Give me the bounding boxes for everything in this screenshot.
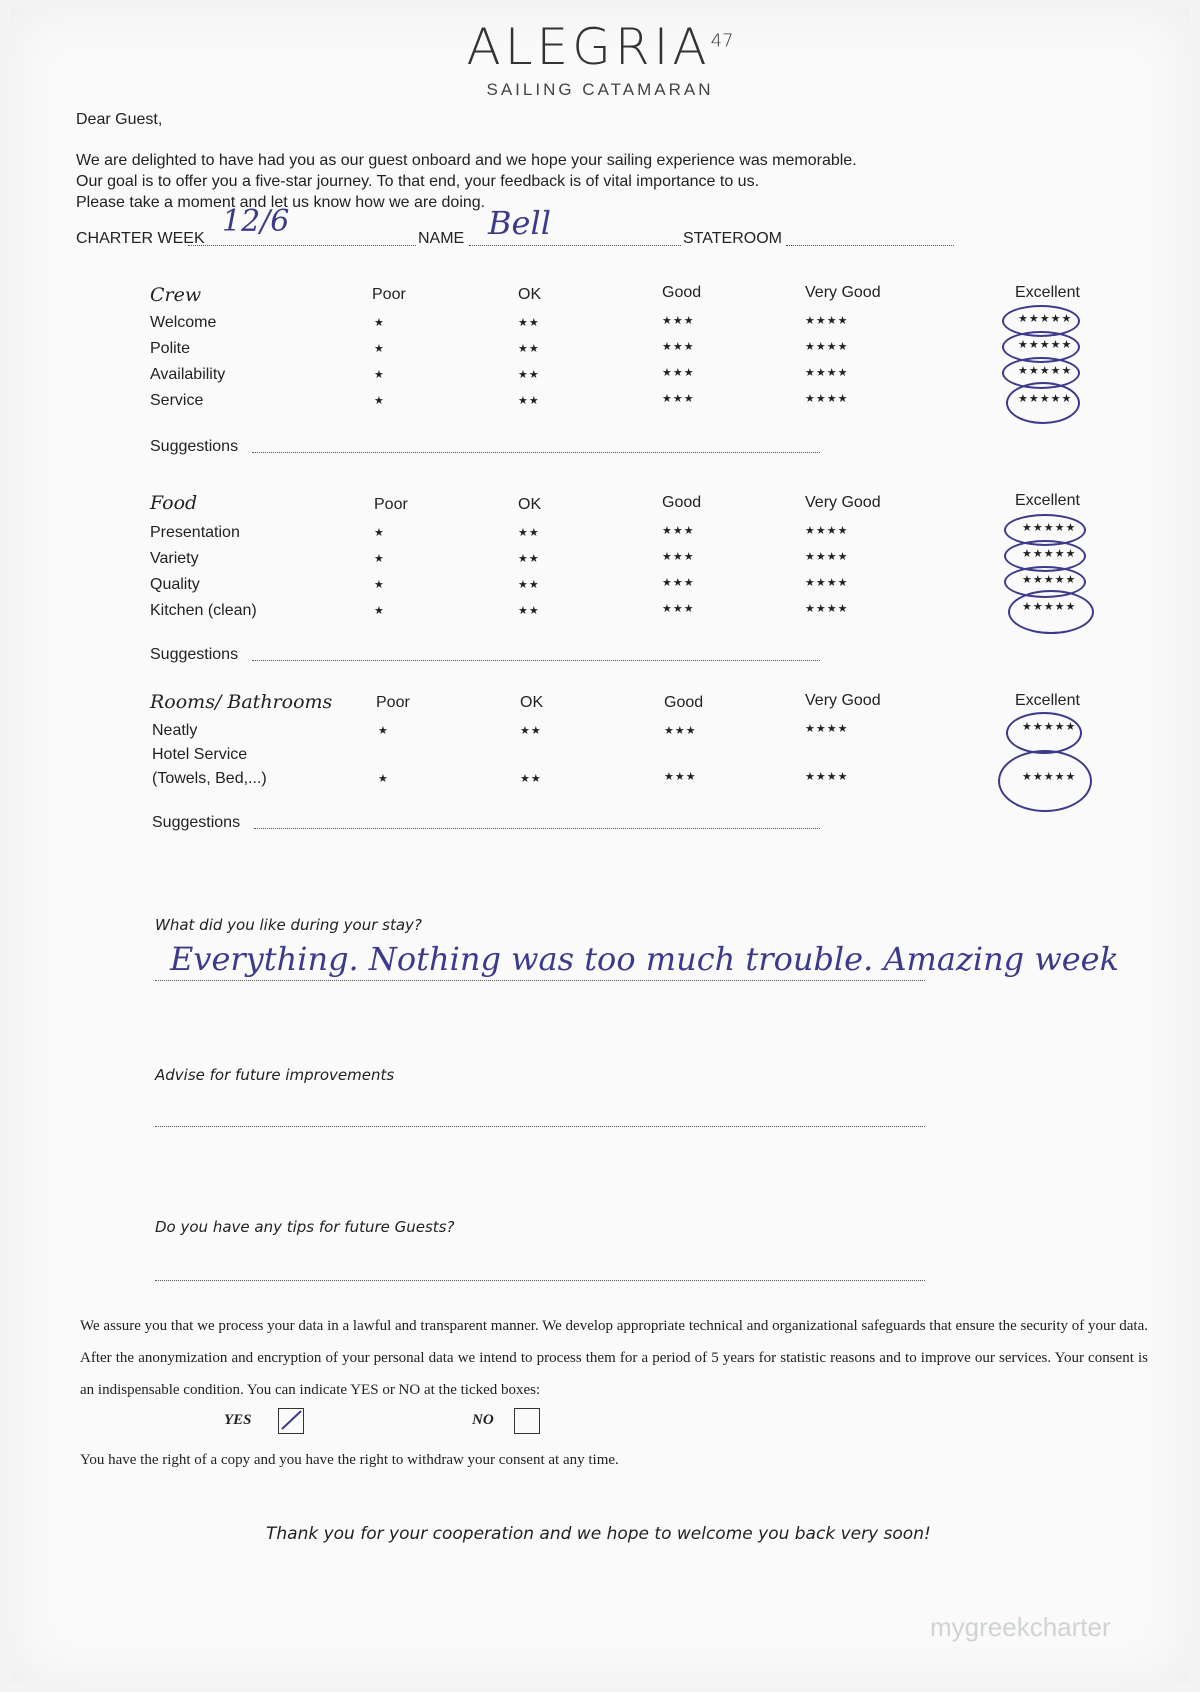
feedback-form-sheet [10,8,1190,1684]
row-label-kitchen: Kitchen (clean) [150,602,257,619]
stateroom-label: STATEROOM [683,230,782,247]
no-checkbox[interactable] [514,1408,540,1434]
stateroom-line[interactable] [786,245,954,246]
column-ok: OK [518,286,542,303]
rating-poor[interactable]: ★ [378,773,389,785]
rating-excellent[interactable]: ★★★★★ [1018,313,1073,325]
rating-very-good[interactable]: ★★★★ [805,341,849,353]
rating-good[interactable]: ★★★ [662,341,695,353]
intro-line: Please take a moment and let us know how we are doing. [76,194,486,211]
rating-excellent[interactable]: ★★★★★ [1018,393,1073,405]
yes-checkbox[interactable] [278,1408,304,1434]
rating-good[interactable]: ★★★ [662,603,695,615]
suggestions-line[interactable] [254,828,820,829]
column-very-good: Very Good [805,692,881,709]
rating-poor[interactable]: ★ [374,343,385,355]
rating-excellent[interactable]: ★★★★★ [1022,522,1077,534]
rating-good[interactable]: ★★★ [662,551,695,563]
column-very-good: Very Good [805,494,881,511]
rating-good[interactable]: ★★★ [662,577,695,589]
rating-poor[interactable]: ★ [374,553,385,565]
section-title-rooms: Rooms/ Bathrooms [150,691,333,713]
rating-poor[interactable]: ★ [374,369,385,381]
yes-label: YES [224,1412,252,1428]
name-label: NAME [418,230,465,247]
row-label-service: Service [150,392,204,409]
intro-line: We are delighted to have had you as our guest onboard and we hope your sailing experience was memorable. [76,152,857,169]
consent-text: We assure you that we process your data in a lawful and transparent manner. We develop appropriate technical and organizational safeguards that ensure the security of your data. After the anonymization and encryption of your personal data we intend to process them for a period of 5 years for statistic reasons and to improve our services. Your consent is an indispensable condition. You can indicate YES or NO at the ticked boxes: [80,1318,1148,1398]
thank-you-text: Thank you for your cooperation and we hope to welcome you back very soon! [266,1524,931,1544]
answer-line[interactable] [155,1126,925,1127]
row-label-availability: Availability [150,366,226,383]
name-value[interactable]: Bell [488,204,551,242]
rating-ok[interactable]: ★★ [518,553,540,565]
charter-week-label: CHARTER WEEK [76,230,205,247]
brand-name: ALEGRIA [466,18,711,76]
rights-text: You have the right of a copy and you have the right to withdraw your consent at any time. [80,1452,619,1468]
rating-good[interactable]: ★★★ [662,393,695,405]
column-good: Good [662,494,702,511]
column-ok: OK [518,496,542,513]
column-poor: Poor [372,286,406,303]
rating-ok[interactable]: ★★ [520,725,542,737]
answer-liked[interactable]: Everything. Nothing was too much trouble. Amazing week [170,940,1119,978]
rating-poor[interactable]: ★ [374,579,385,591]
selected-circle [1006,712,1082,754]
rating-excellent[interactable]: ★★★★★ [1018,365,1073,377]
rating-very-good[interactable]: ★★★★ [805,723,849,735]
rating-poor[interactable]: ★ [374,527,385,539]
rating-very-good[interactable]: ★★★★ [805,771,849,783]
column-very-good: Very Good [805,284,881,301]
section-title-crew: Crew [150,284,202,306]
rating-good[interactable]: ★★★ [662,315,695,327]
question-tips: Do you have any tips for future Guests? [155,1218,455,1236]
name-line [469,245,681,246]
suggestions-line[interactable] [252,452,820,453]
watermark: mygreekcharter [930,1612,1111,1642]
charter-week-line [188,245,416,246]
row-label-polite: Polite [150,340,191,357]
rating-excellent[interactable]: ★★★★★ [1022,601,1077,613]
rating-excellent[interactable]: ★★★★★ [1022,721,1077,733]
row-label-hotel-service: Hotel Service [152,746,248,763]
rating-very-good[interactable]: ★★★★ [805,525,849,537]
row-label-welcome: Welcome [150,314,217,331]
row-label-presentation: Presentation [150,524,240,541]
column-good: Good [662,284,702,301]
rating-excellent[interactable]: ★★★★★ [1022,574,1077,586]
rating-ok[interactable]: ★★ [518,317,540,329]
rating-excellent[interactable]: ★★★★★ [1022,548,1077,560]
row-label-variety: Variety [150,550,199,567]
question-improvements: Advise for future improvements [155,1066,395,1084]
column-ok: OK [520,694,544,711]
rating-very-good[interactable]: ★★★★ [805,577,849,589]
column-excellent: Excellent [1015,492,1080,509]
rating-good[interactable]: ★★★ [664,771,697,783]
suggestions-label: Suggestions [150,438,239,455]
no-label: NO [472,1412,494,1428]
rating-good[interactable]: ★★★ [662,525,695,537]
rating-poor[interactable]: ★ [374,605,385,617]
intro-line: Our goal is to offer you a five-star journey. To that end, your feedback is of vital importance to us. [76,173,760,190]
rating-poor[interactable]: ★ [374,395,385,407]
rating-ok[interactable]: ★★ [518,369,540,381]
row-label-towels-bed: (Towels, Bed,...) [152,770,267,787]
rating-ok[interactable]: ★★ [518,395,540,407]
rating-excellent[interactable]: ★★★★★ [1022,771,1077,783]
rating-poor[interactable]: ★ [378,725,389,737]
rating-excellent[interactable]: ★★★★★ [1018,339,1073,351]
rating-very-good[interactable]: ★★★★ [805,603,849,615]
brand-logo [10,18,1190,76]
rating-very-good[interactable]: ★★★★ [805,367,849,379]
rating-ok[interactable]: ★★ [518,527,540,539]
column-poor: Poor [376,694,410,711]
rating-good[interactable]: ★★★ [664,725,697,737]
column-excellent: Excellent [1015,284,1080,301]
brand-model: 47 [710,30,734,52]
column-excellent: Excellent [1015,692,1080,709]
rating-very-good[interactable]: ★★★★ [805,393,849,405]
column-poor: Poor [374,496,408,513]
rating-ok[interactable]: ★★ [520,773,542,785]
suggestions-label: Suggestions [152,814,241,831]
rating-very-good[interactable]: ★★★★ [805,315,849,327]
rating-ok[interactable]: ★★ [518,343,540,355]
greeting: Dear Guest, [76,111,163,128]
rating-very-good[interactable]: ★★★★ [805,551,849,563]
charter-week-value[interactable]: 12/6 [222,204,290,239]
suggestions-label: Suggestions [150,646,239,663]
section-title-food: Food [150,492,198,514]
rating-good[interactable]: ★★★ [662,367,695,379]
column-good: Good [664,694,704,711]
brand-subtitle: SAILING CATAMARAN [486,80,714,99]
row-label-quality: Quality [150,576,200,593]
rating-ok[interactable]: ★★ [518,605,540,617]
rating-poor[interactable]: ★ [374,317,385,329]
row-label-neatly: Neatly [152,722,198,739]
checkmark-icon [279,1409,303,1433]
question-liked: What did you like during your stay? [155,916,422,934]
rating-ok[interactable]: ★★ [518,579,540,591]
answer-line[interactable] [155,1280,925,1281]
answer-line [155,980,925,981]
suggestions-line[interactable] [252,660,820,661]
